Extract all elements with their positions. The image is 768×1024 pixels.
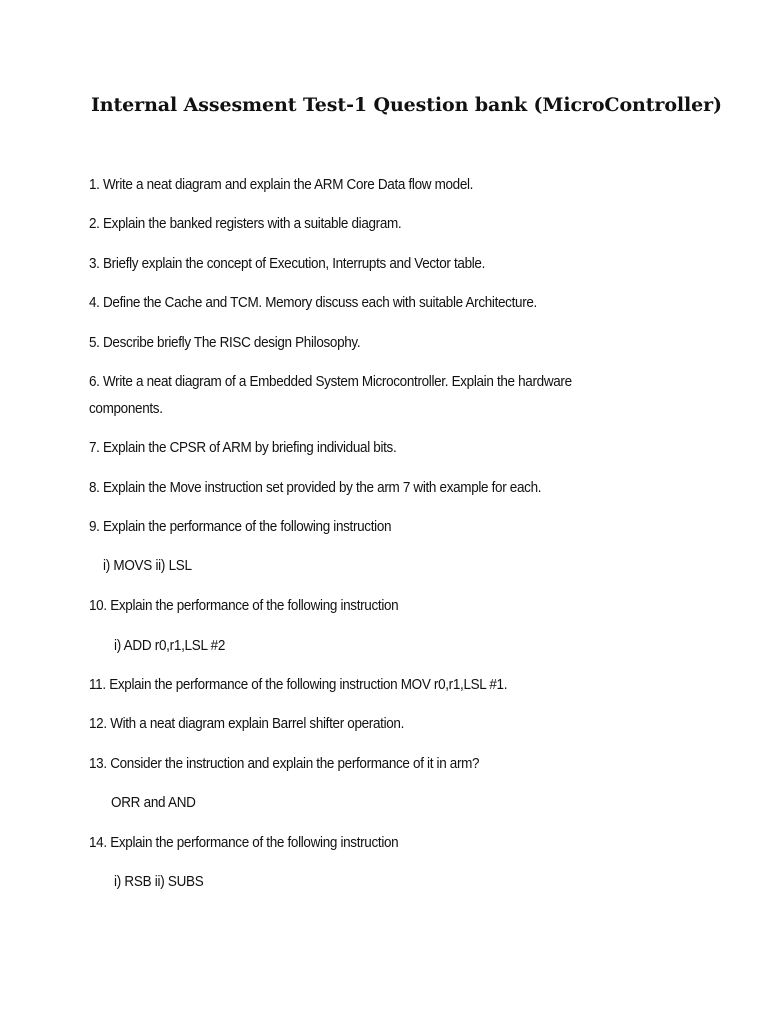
question-3: 3. Briefly explain the concept of Execution, Interrupts and Vector table.	[89, 256, 486, 272]
question-13-subparts: ORR and AND	[111, 795, 196, 811]
question-9: 9. Explain the performance of the following instruction	[89, 519, 392, 535]
question-9-subparts: i) MOVS ii) LSL	[103, 558, 192, 574]
question-12: 12. With a neat diagram explain Barrel shifter operation.	[89, 716, 405, 732]
question-1: 1. Write a neat diagram and explain the ARM Core Data flow model.	[89, 177, 474, 193]
question-2: 2. Explain the banked registers with a suitable diagram.	[89, 216, 402, 232]
document-title: Internal Assesment Test-1 Question bank (MicroController)	[91, 94, 722, 116]
question-10-subparts: i) ADD r0,r1,LSL #2	[114, 638, 226, 654]
question-13: 13. Consider the instruction and explain the performance of it in arm?	[89, 756, 480, 772]
question-5: 5. Describe briefly The RISC design Philosophy.	[89, 335, 361, 351]
question-4: 4. Define the Cache and TCM. Memory discuss each with suitable Architecture.	[89, 295, 537, 311]
question-8: 8. Explain the Move instruction set provided by the arm 7 with example for each.	[89, 480, 542, 496]
question-14: 14. Explain the performance of the following instruction	[89, 835, 399, 851]
question-7: 7. Explain the CPSR of ARM by briefing individual bits.	[89, 440, 397, 456]
question-14-subparts: i) RSB ii) SUBS	[114, 874, 204, 890]
question-10: 10. Explain the performance of the following instruction	[89, 598, 399, 614]
question-11: 11. Explain the performance of the following instruction MOV r0,r1,LSL #1.	[89, 677, 508, 693]
question-6: 6. Write a neat diagram of a Embedded System Microcontroller. Explain the hardware components.	[89, 374, 572, 417]
